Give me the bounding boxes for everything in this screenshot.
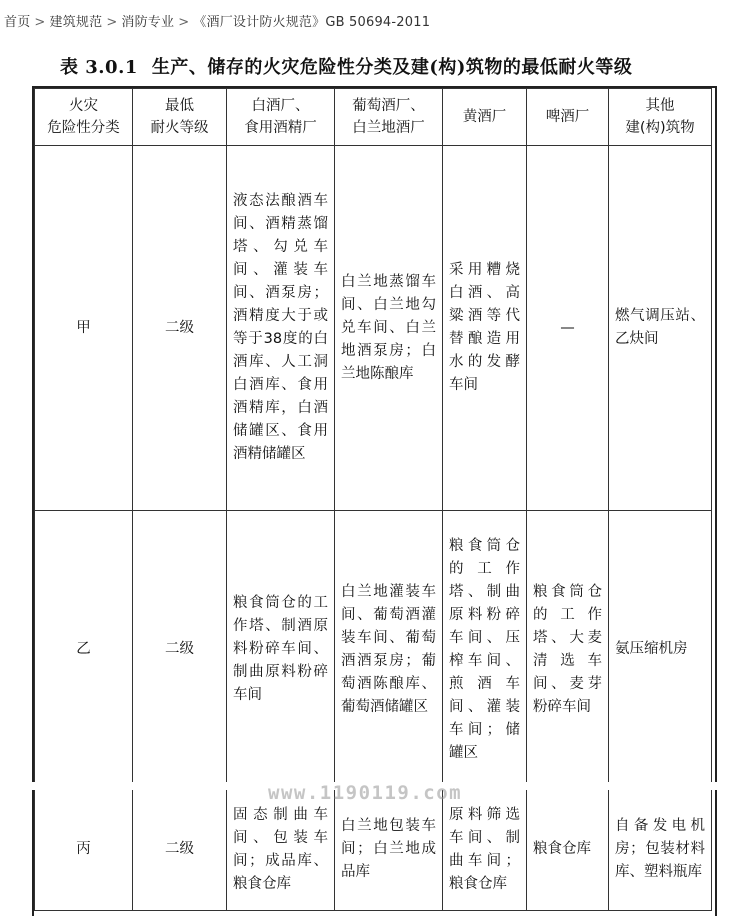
grade-cell: 二级 xyxy=(133,511,227,789)
category-cell: 甲 xyxy=(35,146,133,511)
breadcrumb-fire-protection-link[interactable]: 消防专业 xyxy=(121,15,175,30)
breadcrumb-separator: > xyxy=(106,15,118,30)
header-other-buildings: 其他 建(构)筑物 xyxy=(625,98,695,136)
header-fire-risk-category: 火灾 危险性分类 xyxy=(47,98,120,136)
header-cell xyxy=(227,89,335,146)
grade-cell: 二级 xyxy=(133,146,227,511)
header-huangjiu-plant: 黄酒厂 xyxy=(462,109,507,125)
table-title xyxy=(60,53,632,79)
breadcrumb xyxy=(4,11,430,30)
site-watermark: www.1190119.com xyxy=(268,782,463,804)
header-cell xyxy=(609,89,712,146)
other-buildings-cell: 自备发电机房；包装材料库、塑料瓶库 xyxy=(609,789,712,911)
category-cell: 乙 xyxy=(35,511,133,789)
grape-brandy-cell: 白兰地蒸馏车间、白兰地勾兑车间、白兰地酒泵房；白兰地陈酿库 xyxy=(335,146,443,511)
beer-cell: — xyxy=(527,146,609,511)
huangjiu-cell: 原料筛选车间、制曲车间；粮食仓库 xyxy=(443,789,527,911)
baijiu-cell: 粮食筒仓的工作塔、制酒原料粉碎车间、制曲原料粉碎车间 xyxy=(227,511,335,789)
breadcrumb-current-page: 《酒厂设计防火规范》GB 50694-2011 xyxy=(193,15,431,30)
table-number: 表 3.0.1 xyxy=(60,57,138,78)
header-cell xyxy=(133,89,227,146)
baijiu-cell: 液态法酿酒车间、酒精蒸馏塔、勾兑车间、灌装车间、酒泵房；酒精度大于或等于38度的白酒库、人工洞白酒库、食用酒精库，白酒储罐区、食用酒精储罐区 xyxy=(227,146,335,511)
header-cell xyxy=(335,89,443,146)
header-wine-brandy-plant: 葡萄酒厂、 白兰地酒厂 xyxy=(352,98,425,136)
breadcrumb-home-link[interactable]: 首页 xyxy=(4,15,31,30)
huangjiu-cell: 粮食筒仓的工作塔、制曲原料粉碎车间、压榨车间、煎酒车间、灌装车间；储罐区 xyxy=(443,511,527,789)
category-cell: 丙 xyxy=(35,789,133,911)
other-buildings-cell: 氨压缩机房 xyxy=(609,511,712,789)
grape-brandy-cell: 白兰地包装车间；白兰地成品库 xyxy=(335,789,443,911)
header-cell xyxy=(443,89,527,146)
table-row xyxy=(35,511,712,789)
header-cell xyxy=(35,89,133,146)
table-row xyxy=(35,789,712,911)
huangjiu-cell: 采用糟烧白酒、高粱酒等代替酿造用水的发酵车间 xyxy=(443,146,527,511)
header-cell xyxy=(527,89,609,146)
baijiu-cell: 固态制曲车间、包装车间；成品库、粮食仓库 xyxy=(227,789,335,911)
beer-cell: 粮食仓库 xyxy=(527,789,609,911)
beer-cell: 粮食筒仓的工作塔、大麦清选车间、麦芽粉碎车间 xyxy=(527,511,609,789)
grape-brandy-cell: 白兰地灌装车间、葡萄酒灌装车间、葡萄酒酒泵房；葡萄酒陈酿库、葡萄酒储罐区 xyxy=(335,511,443,789)
header-baijiu-plant: 白酒厂、 食用酒精厂 xyxy=(244,98,317,136)
table-header-row xyxy=(35,89,712,146)
breadcrumb-building-codes-link[interactable]: 建筑规范 xyxy=(49,15,103,30)
other-buildings-cell: 燃气调压站、乙炔间 xyxy=(609,146,712,511)
breadcrumb-separator: > xyxy=(178,15,190,30)
header-beer-plant: 啤酒厂 xyxy=(545,109,590,125)
grade-cell: 二级 xyxy=(133,789,227,911)
breadcrumb-separator: > xyxy=(34,15,46,30)
table-caption: 生产、储存的火灾危险性分类及建(构)筑物的最低耐火等级 xyxy=(151,57,633,78)
header-min-fire-rating: 最低 耐火等级 xyxy=(150,98,209,136)
table-row xyxy=(35,146,712,511)
